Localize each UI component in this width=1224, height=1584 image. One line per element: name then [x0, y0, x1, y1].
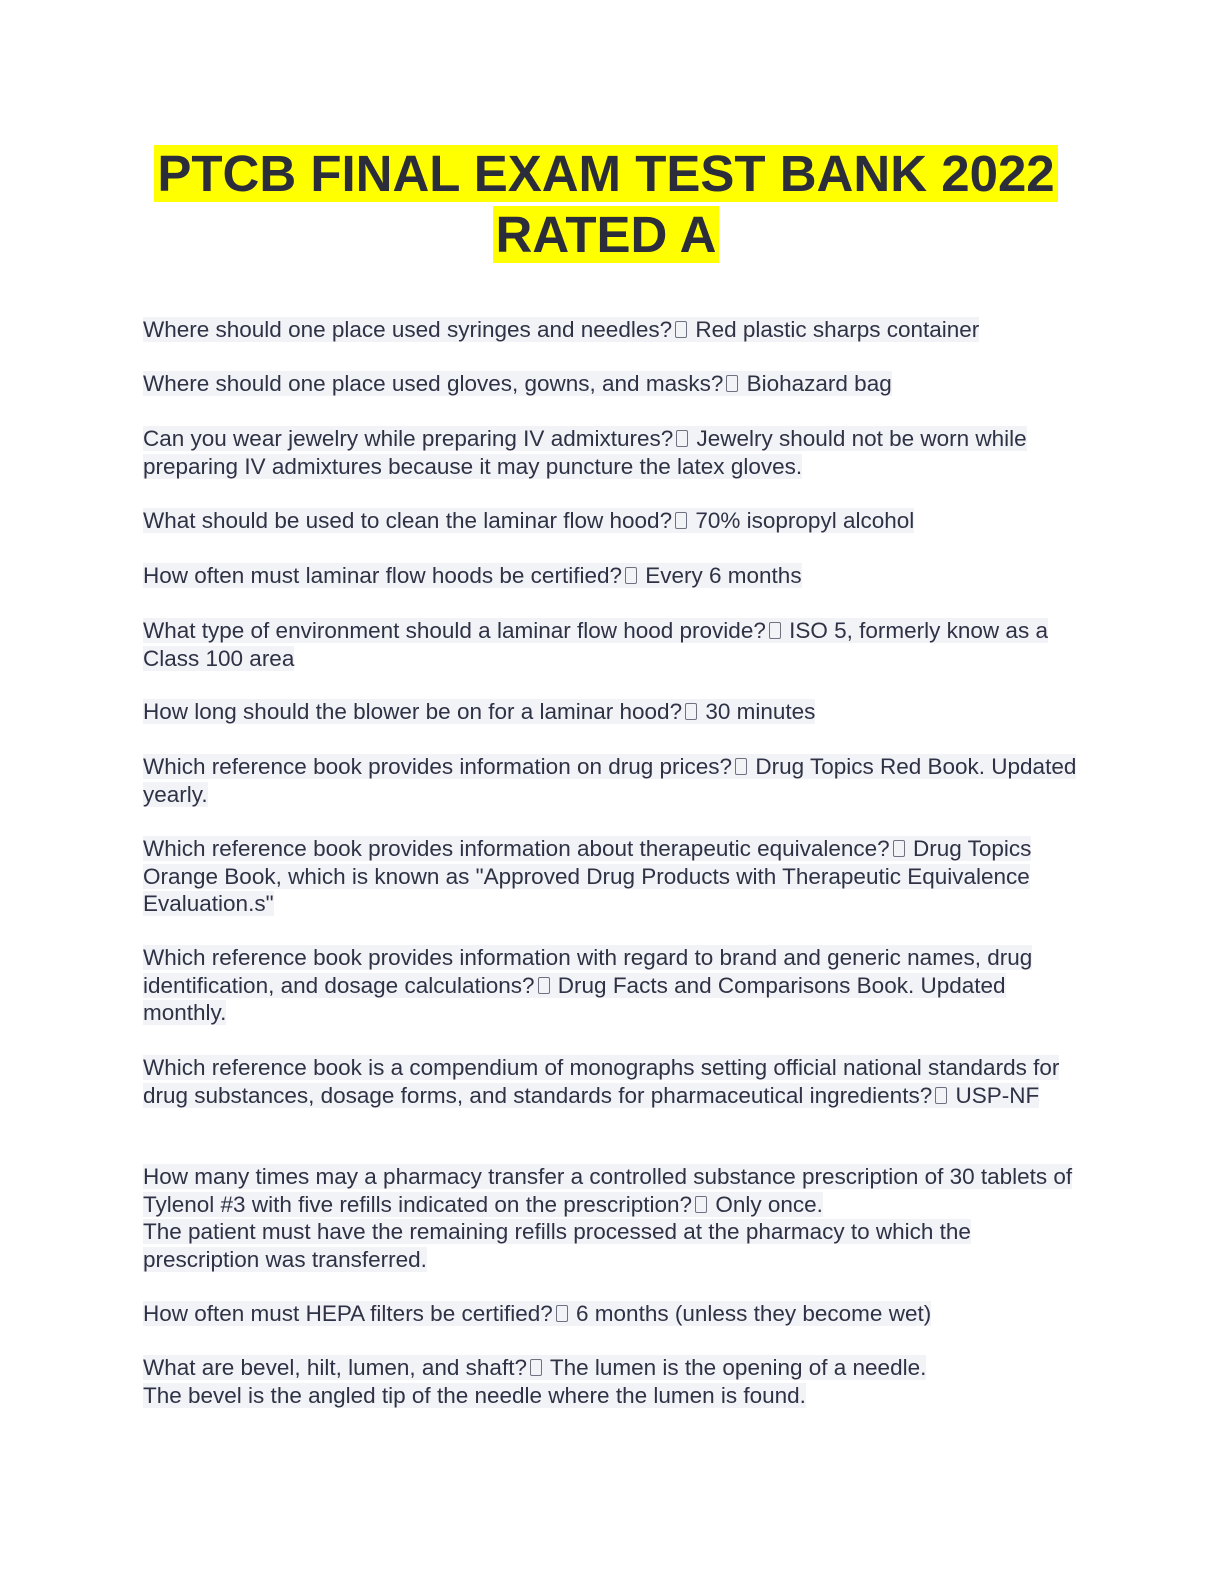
separator-icon	[676, 430, 688, 447]
question-text: Which reference book provides information about therapeutic equivalence?	[143, 836, 890, 861]
answer-text: 30 minutes	[705, 699, 816, 724]
answer-text: USP-NF	[955, 1082, 1040, 1108]
title-highlight: PTCB FINAL EXAM TEST BANK 2022 RATED A	[154, 145, 1057, 263]
qa-item	[143, 1163, 1083, 1273]
separator-icon	[625, 567, 637, 584]
qa-item	[143, 1300, 1083, 1328]
answer-text: 70% isopropyl alcohol	[695, 508, 915, 533]
answer-text: Red plastic sharps container	[695, 317, 980, 342]
question-text: How often must HEPA filters be certified?	[143, 1301, 553, 1326]
separator-icon	[735, 758, 747, 775]
answer-continuation: The bevel is the angled tip of the needle where the lumen is found.	[143, 1382, 806, 1408]
separator-icon	[675, 321, 687, 338]
separator-icon	[769, 622, 781, 639]
question-text: How long should the blower be on for a laminar hood?	[143, 699, 683, 724]
question-text: Where should one place used syringes and needles?	[143, 317, 673, 342]
question-text: Which reference book provides information with regard to brand and generic names, drug identification, and dosage calculations?	[143, 945, 1033, 998]
separator-icon	[530, 1359, 542, 1376]
separator-icon	[685, 703, 697, 720]
qa-item	[143, 617, 1083, 672]
answer-continuation: The patient must have the remaining refills processed at the pharmacy to which the prescription was transferred.	[143, 1219, 971, 1272]
separator-icon	[538, 977, 550, 994]
answer-text: Drug Topics Orange Book, which is known as "Approved Drug Products with Therapeutic Equivalence Evaluation.s"	[143, 836, 1032, 916]
answer-text: ISO 5, formerly know as a Class 100 area	[143, 618, 1048, 671]
answer-text: The lumen is the opening of a needle.	[549, 1355, 927, 1380]
qa-item	[143, 425, 1083, 480]
answer-text: Only once.	[715, 1191, 823, 1217]
answer-text: Every 6 months	[645, 563, 802, 588]
qa-item	[143, 1354, 1083, 1409]
question-text: Where should one place used gloves, gowns, and masks?	[143, 371, 724, 396]
qa-item	[143, 698, 1083, 726]
qa-item	[143, 316, 1083, 344]
qa-item	[143, 753, 1083, 808]
answer-text: Drug Facts and Comparisons Book. Updated monthly.	[143, 972, 1006, 1025]
question-text: How many times may a pharmacy transfer a controlled substance prescription of 30 tablets of Tylenol #3 with five refills indicated on the prescription?	[143, 1164, 1073, 1217]
question-text: What should be used to clean the laminar flow hood?	[143, 508, 673, 533]
question-text: Which reference book provides information on drug prices?	[143, 754, 733, 779]
question-text: Can you wear jewelry while preparing IV admixtures?	[143, 426, 674, 451]
answer-text: Biohazard bag	[746, 371, 892, 396]
separator-icon	[675, 512, 687, 529]
qa-item	[143, 944, 1083, 1027]
answer-text: 6 months (unless they become wet)	[576, 1301, 932, 1326]
separator-icon	[935, 1087, 947, 1104]
question-text: How often must laminar flow hoods be certified?	[143, 563, 622, 588]
question-text: What are bevel, hilt, lumen, and shaft?	[143, 1355, 527, 1380]
question-text: Which reference book is a compendium of monographs setting official national standards for drug substances, dosage forms, and standards for pharmaceutical ingredients?	[143, 1055, 1060, 1108]
document-title	[100, 143, 1112, 265]
qa-item	[143, 507, 1083, 535]
separator-icon	[726, 375, 738, 392]
separator-icon	[695, 1196, 707, 1213]
qa-item	[143, 370, 1083, 398]
qa-item	[143, 835, 1083, 918]
answer-text: Jewelry should not be worn while preparing IV admixtures because it may puncture the latex gloves.	[143, 426, 1027, 479]
separator-icon	[556, 1305, 568, 1322]
separator-icon	[893, 840, 905, 857]
question-text: What type of environment should a laminar flow hood provide?	[143, 618, 766, 643]
qa-item	[143, 1054, 1083, 1109]
qa-item	[143, 562, 1083, 590]
answer-text: Drug Topics Red Book. Updated yearly.	[143, 754, 1077, 807]
